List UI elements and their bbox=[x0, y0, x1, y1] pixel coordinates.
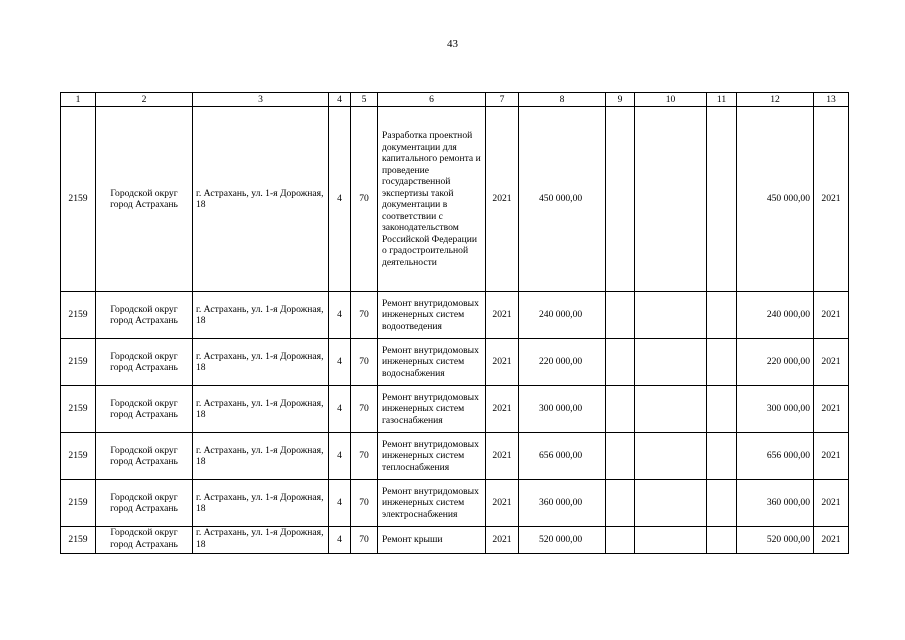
cell-work-type: Ремонт внутридомовых инженерных систем водоснабжения bbox=[378, 339, 486, 386]
cell-year: 2021 bbox=[486, 480, 519, 527]
repair-program-table bbox=[60, 92, 849, 554]
cell-total: 240 000,00 bbox=[737, 292, 814, 339]
cell-work-type: Ремонт внутридомовых инженерных систем водоотведения bbox=[378, 292, 486, 339]
cell-col9 bbox=[606, 527, 635, 554]
cell-year: 2021 bbox=[486, 339, 519, 386]
cell-record-number: 2159 bbox=[61, 339, 96, 386]
cell-col10 bbox=[635, 480, 707, 527]
cell-col9 bbox=[606, 433, 635, 480]
cell-col11 bbox=[707, 480, 737, 527]
cell-address: г. Астрахань, ул. 1-я Дорожная, 18 bbox=[193, 480, 329, 527]
cell-year: 2021 bbox=[486, 292, 519, 339]
table-row bbox=[61, 292, 849, 339]
cell-end-year: 2021 bbox=[814, 107, 849, 292]
cell-work-type: Ремонт внутридомовых инженерных систем газоснабжения bbox=[378, 386, 486, 433]
cell-municipality: Городской округ город Астрахань bbox=[96, 339, 193, 386]
header-row bbox=[61, 93, 849, 107]
cell-col11 bbox=[707, 433, 737, 480]
cell-year: 2021 bbox=[486, 433, 519, 480]
column-header: 4 bbox=[329, 93, 351, 107]
cell-end-year: 2021 bbox=[814, 527, 849, 554]
table-row bbox=[61, 433, 849, 480]
column-header: 11 bbox=[707, 93, 737, 107]
cell-col11 bbox=[707, 527, 737, 554]
table-row bbox=[61, 527, 849, 554]
cell-address: г. Астрахань, ул. 1-я Дорожная, 18 bbox=[193, 527, 329, 554]
cell-col9 bbox=[606, 386, 635, 433]
cell-col4: 4 bbox=[329, 292, 351, 339]
cell-total: 656 000,00 bbox=[737, 433, 814, 480]
column-header: 5 bbox=[351, 93, 378, 107]
cell-year: 2021 bbox=[486, 107, 519, 292]
cell-municipality: Городской округ город Астрахань bbox=[96, 433, 193, 480]
cell-municipality: Городской округ город Астрахань bbox=[96, 107, 193, 292]
page-number: 43 bbox=[447, 38, 458, 50]
cell-cost: 656 000,00 bbox=[519, 433, 606, 480]
cell-total: 450 000,00 bbox=[737, 107, 814, 292]
cell-year: 2021 bbox=[486, 527, 519, 554]
table-row bbox=[61, 107, 849, 292]
cell-col10 bbox=[635, 433, 707, 480]
cell-record-number: 2159 bbox=[61, 386, 96, 433]
cell-end-year: 2021 bbox=[814, 292, 849, 339]
cell-col9 bbox=[606, 339, 635, 386]
cell-col10 bbox=[635, 386, 707, 433]
table-row bbox=[61, 339, 849, 386]
cell-col10 bbox=[635, 292, 707, 339]
cell-total: 300 000,00 bbox=[737, 386, 814, 433]
column-header: 7 bbox=[486, 93, 519, 107]
cell-cost: 520 000,00 bbox=[519, 527, 606, 554]
cell-cost: 360 000,00 bbox=[519, 480, 606, 527]
cell-col5: 70 bbox=[351, 527, 378, 554]
cell-municipality: Городской округ город Астрахань bbox=[96, 527, 193, 554]
cell-year: 2021 bbox=[486, 386, 519, 433]
cell-work-type: Ремонт крыши bbox=[378, 527, 486, 554]
cell-total: 220 000,00 bbox=[737, 339, 814, 386]
cell-address: г. Астрахань, ул. 1-я Дорожная, 18 bbox=[193, 107, 329, 292]
cell-record-number: 2159 bbox=[61, 433, 96, 480]
cell-record-number: 2159 bbox=[61, 107, 96, 292]
cell-cost: 300 000,00 bbox=[519, 386, 606, 433]
cell-col11 bbox=[707, 386, 737, 433]
cell-col5: 70 bbox=[351, 292, 378, 339]
cell-end-year: 2021 bbox=[814, 480, 849, 527]
cell-col10 bbox=[635, 527, 707, 554]
cell-col11 bbox=[707, 107, 737, 292]
cell-record-number: 2159 bbox=[61, 527, 96, 554]
column-header: 8 bbox=[519, 93, 606, 107]
cell-total: 360 000,00 bbox=[737, 480, 814, 527]
column-header: 9 bbox=[606, 93, 635, 107]
cell-record-number: 2159 bbox=[61, 480, 96, 527]
column-header: 13 bbox=[814, 93, 849, 107]
cell-col11 bbox=[707, 339, 737, 386]
cell-address: г. Астрахань, ул. 1-я Дорожная, 18 bbox=[193, 339, 329, 386]
cell-col4: 4 bbox=[329, 107, 351, 292]
column-header: 12 bbox=[737, 93, 814, 107]
cell-cost: 240 000,00 bbox=[519, 292, 606, 339]
cell-work-type: Ремонт внутридомовых инженерных систем теплоснабжения bbox=[378, 433, 486, 480]
cell-work-type: Ремонт внутридомовых инженерных систем электроснабжения bbox=[378, 480, 486, 527]
cell-municipality: Городской округ город Астрахань bbox=[96, 386, 193, 433]
cell-work-type: Разработка проектной документации для капитального ремонта и проведение государственной экспертизы такой документации в соответствии с законодательством Российской Федерации о градостроительной деятельности bbox=[378, 107, 486, 292]
cell-record-number: 2159 bbox=[61, 292, 96, 339]
cell-end-year: 2021 bbox=[814, 433, 849, 480]
cell-col9 bbox=[606, 480, 635, 527]
cell-total: 520 000,00 bbox=[737, 527, 814, 554]
cell-address: г. Астрахань, ул. 1-я Дорожная, 18 bbox=[193, 292, 329, 339]
table-row bbox=[61, 386, 849, 433]
column-header: 10 bbox=[635, 93, 707, 107]
cell-col10 bbox=[635, 339, 707, 386]
cell-cost: 450 000,00 bbox=[519, 107, 606, 292]
cell-col10 bbox=[635, 107, 707, 292]
table-row bbox=[61, 480, 849, 527]
cell-col5: 70 bbox=[351, 480, 378, 527]
column-header: 1 bbox=[61, 93, 96, 107]
cell-end-year: 2021 bbox=[814, 386, 849, 433]
cell-municipality: Городской округ город Астрахань bbox=[96, 292, 193, 339]
cell-col5: 70 bbox=[351, 339, 378, 386]
cell-col5: 70 bbox=[351, 433, 378, 480]
column-header: 3 bbox=[193, 93, 329, 107]
cell-cost: 220 000,00 bbox=[519, 339, 606, 386]
cell-col5: 70 bbox=[351, 107, 378, 292]
cell-col11 bbox=[707, 292, 737, 339]
column-header: 2 bbox=[96, 93, 193, 107]
cell-col4: 4 bbox=[329, 386, 351, 433]
cell-address: г. Астрахань, ул. 1-я Дорожная, 18 bbox=[193, 386, 329, 433]
cell-col5: 70 bbox=[351, 386, 378, 433]
cell-end-year: 2021 bbox=[814, 339, 849, 386]
column-header: 6 bbox=[378, 93, 486, 107]
cell-municipality: Городской округ город Астрахань bbox=[96, 480, 193, 527]
cell-col4: 4 bbox=[329, 527, 351, 554]
cell-col9 bbox=[606, 107, 635, 292]
cell-address: г. Астрахань, ул. 1-я Дорожная, 18 bbox=[193, 433, 329, 480]
cell-col4: 4 bbox=[329, 480, 351, 527]
cell-col4: 4 bbox=[329, 339, 351, 386]
cell-col4: 4 bbox=[329, 433, 351, 480]
cell-col9 bbox=[606, 292, 635, 339]
